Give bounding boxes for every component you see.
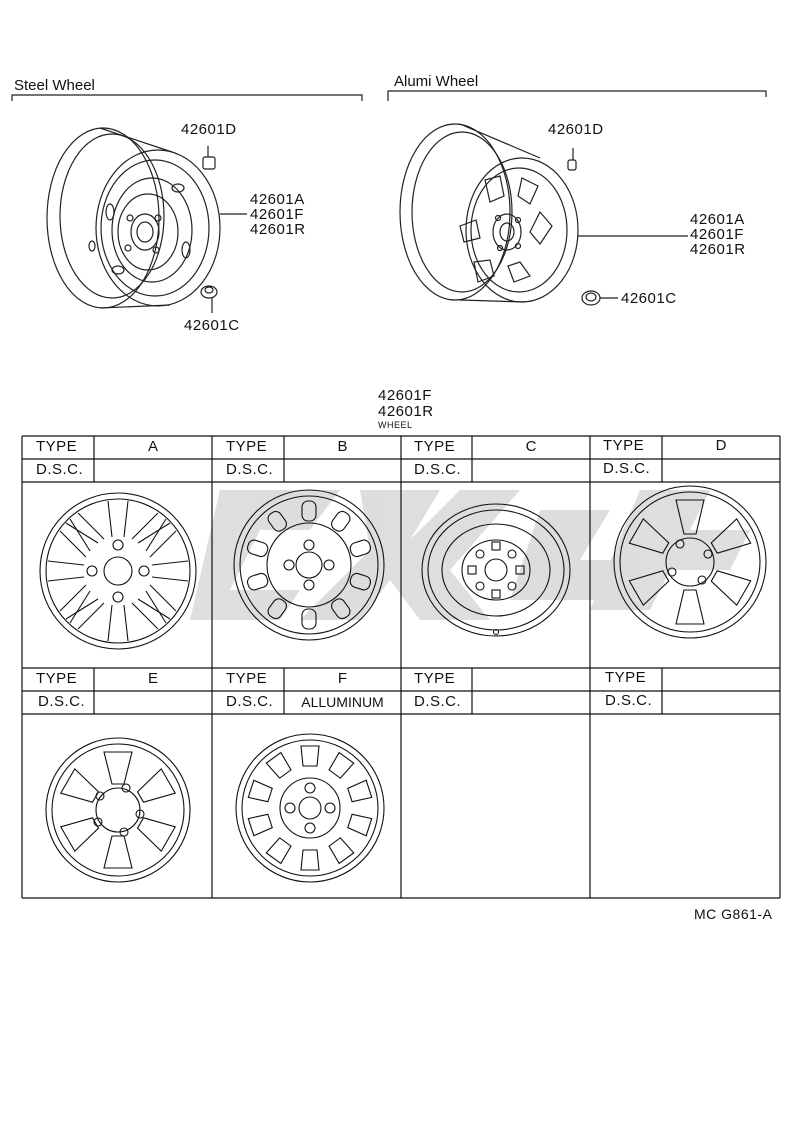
dsc-label-h: D.S.C. bbox=[605, 692, 653, 709]
dsc-label-g: D.S.C. bbox=[414, 693, 462, 710]
dsc-label-c: D.S.C. bbox=[414, 461, 462, 478]
dsc-label-f: D.S.C. bbox=[226, 693, 274, 710]
wheel-d-face bbox=[614, 486, 766, 638]
type-value-b: B bbox=[337, 438, 348, 455]
steel-wheel-heading: Steel Wheel bbox=[14, 77, 95, 94]
type-label-f: TYPE bbox=[226, 670, 268, 687]
wheel-e-face bbox=[46, 738, 190, 882]
type-label-g: TYPE bbox=[414, 670, 456, 687]
table-caption-part-r: 42601R bbox=[378, 403, 434, 420]
dsc-label-a: D.S.C. bbox=[36, 461, 84, 478]
type-label-c: TYPE bbox=[414, 438, 456, 455]
alumi-part-c: 42601C bbox=[621, 290, 677, 307]
type-label-e: TYPE bbox=[36, 670, 78, 687]
dsc-label-d: D.S.C. bbox=[603, 460, 651, 477]
type-value-f: F bbox=[337, 670, 348, 687]
type-label-h: TYPE bbox=[605, 669, 647, 686]
dsc-label-b: D.S.C. bbox=[226, 461, 274, 478]
table-caption-wheel: WHEEL bbox=[378, 420, 413, 430]
type-label-a: TYPE bbox=[36, 438, 78, 455]
steel-part-r: 42601R bbox=[250, 221, 306, 238]
steel-part-c: 42601C bbox=[184, 317, 240, 334]
steel-part-d: 42601D bbox=[181, 121, 237, 138]
alumi-part-d: 42601D bbox=[548, 121, 604, 138]
dsc-value-f: ALLUMINUM bbox=[301, 694, 384, 710]
steel-part-a: 42601A bbox=[250, 191, 305, 208]
alumi-part-r: 42601R bbox=[690, 241, 746, 258]
type-value-a: A bbox=[147, 438, 158, 455]
wheel-b-face bbox=[234, 490, 384, 640]
alumi-part-a: 42601A bbox=[690, 211, 745, 228]
dsc-label-e: D.S.C. bbox=[38, 693, 86, 710]
wheel-a-face bbox=[40, 493, 196, 649]
alumi-part-f: 42601F bbox=[690, 226, 744, 243]
drawing-code: MC G861-A bbox=[694, 906, 773, 922]
type-label-b: TYPE bbox=[226, 438, 268, 455]
alumi-wheel-heading: Alumi Wheel bbox=[394, 73, 479, 90]
wheel-f-face bbox=[236, 734, 384, 882]
type-label-d: TYPE bbox=[603, 437, 645, 454]
steel-part-f: 42601F bbox=[250, 206, 304, 223]
table-caption-part-f: 42601F bbox=[378, 387, 432, 404]
type-value-e: E bbox=[147, 670, 158, 687]
wheel-c-face bbox=[422, 504, 570, 636]
type-value-c: C bbox=[525, 438, 537, 455]
type-value-d: D bbox=[715, 437, 727, 454]
